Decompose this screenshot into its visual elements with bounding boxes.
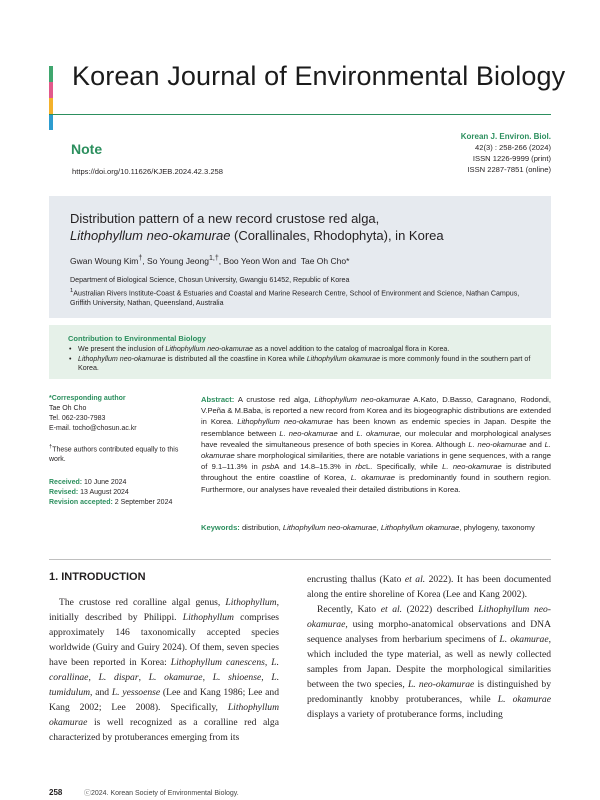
keywords: Keywords: distribution, Lithophyllum neo-okamurae, Lithophyllum okamurae, phylogeny, taxonomy — [201, 523, 535, 532]
issn-print: ISSN 1226-9999 (print) — [472, 154, 551, 163]
affiliations — [70, 275, 540, 309]
journal-color-bar-green — [49, 66, 53, 82]
body-paragraph: The crustose red coralline algal genus, Lithophyllum, initially described by Philippi. Lithophyllum comprises approximately 146 taxonomically accepted species worldwide (Guiry and Guiry 2024). Of them, seven species have been reported in Korea: Lithophyllum canescens, L. corallinae, L. dispar, L. okamurae, L. shioense, L. tumidulum, and L. yessoense (Lee and Kang 1986; Lee and Kang 2002; Lee 2008). Specifically, Lithophyllum okamurae is well recognized as a coralline red alga characterized by protuberances emerging from its — [49, 597, 280, 743]
equal-contribution-note: †These authors contributed equally to this work. — [49, 444, 179, 464]
author-info-sidebar — [49, 394, 189, 508]
article-title-line1: Distribution pattern of a new record crustose red alga, — [70, 211, 380, 226]
journal-color-bar-blue — [49, 114, 53, 130]
corresponding-tel: Tel. 062-230-7983 — [49, 415, 106, 422]
journal-title: Korean Journal of Environmental Biology — [72, 61, 566, 91]
copyright: ⓒ2024. Korean Society of Environmental Biology. — [84, 790, 239, 797]
corresponding-label: *Corresponding author — [49, 395, 126, 402]
journal-abbrev: Korean J. Environ. Biol. — [460, 132, 551, 141]
article-title — [70, 210, 540, 244]
body-paragraph: encrusting thallus (Kato et al. 2022). It has been documented along the entire shoreline of Korea (Lee and Kang 2002). — [307, 574, 552, 600]
title-rest: (Corallinales, Rhodophyta), in Korea — [230, 228, 444, 243]
affiliation-1: Department of Biological Science, Chosun University, Gwangju 61452, Republic of Korea — [70, 276, 350, 284]
article-title-line2 — [70, 227, 540, 244]
contribution-bullet-2: • Lithophyllum neo-okamurae is distributed all the coastline in Korea while Lithophyllum okamurae is more commonly found in the southern part of Korea. — [68, 355, 538, 374]
page-number: 258 — [49, 788, 63, 797]
contribution-bullet-1: • We present the inclusion of Lithophyllum neo-okamurae as a novel addition to the catalog of macroalgal flora in Korea. — [68, 345, 538, 355]
contribution-list — [68, 345, 538, 374]
corresponding-email[interactable]: E-mail. tocho@chosun.ac.kr — [49, 425, 137, 432]
journal-color-bar-pink — [49, 82, 53, 98]
author-list: Gwan Woung Kim†, So Young Jeong$^{1,\dagger}$, Boo Yeon Won and Tae Oh Cho* — [70, 254, 350, 266]
volume-pages: 42(3) : 258-266 (2024) — [475, 143, 551, 152]
received-date: Received: 10 June 2024 — [49, 479, 127, 487]
accepted-date: Revision accepted: 2 September 2024 — [49, 499, 173, 507]
revised-date: Revised: 13 August 2024 — [49, 489, 129, 497]
section-label: Note — [71, 141, 103, 157]
body-column-left — [49, 595, 279, 745]
corresponding-name: Tae Oh Cho — [49, 405, 87, 412]
section-heading: 1. INTRODUCTION — [49, 571, 146, 583]
doi-link[interactable]: https://doi.org/10.11626/KJEB.2024.42.3.258 — [72, 167, 224, 176]
citation-block — [461, 131, 551, 175]
title-species: Lithophyllum neo-okamurae — [70, 228, 231, 243]
body-column-right — [307, 572, 551, 722]
body-paragraph: Recently, Kato et al. (2022) described Lithophyllum neo-okamurae, using morpho-anatomical observations and DNA sequence analyses from herbarium specimens of L. okamurae, which included the type material, as well as newly collected samples from Japan. Despite the morphological similarities between the two species, L. neo-okamurae is distinguished by predominantly knobby protuberances, while L. okamurae displays a variety of protuberance forms, including — [307, 604, 552, 720]
abstract: Abstract: A crustose red alga, Lithophyllum neo-okamurae A.Kato, D.Basso, Caragnano, Rodondi, V.Peña & M.Baba, is reported a new record from Korea and its biogeographic distributions are extended in Korea. Lithophyllum neo-okamurae has been known as endemic species in Japan. Despite the resemblance between L. neo-okamurae and L. okamurae, our molecular and morphological analyses have revealed the simultaneous presence of both species in Korea. Although L. neo-okamurae and L. okamurae share morphological similarities, there are notable variations in gene sequences, with a range of 9.1–11.3% in psbA and 14.8–15.3% in rbcL. Specifically, while L. neo-okamurae is distributed throughout the entire coastline of Korea, L. okamurae is predominantly found in southern region. Furthermore, our analyses have revealed their detailed distributions in Korea. — [201, 395, 552, 494]
affiliation-2: $^1$Australian Rivers Institute-Coast & Estuaries and Coastal and Marine Research Centre, School of Environment and Science, Nathan Campus, Griffith University, Nathan, Queensland, Australia — [70, 287, 520, 308]
header-divider — [49, 114, 551, 115]
issn-online: ISSN 2287-7851 (online) — [467, 165, 551, 174]
contribution-heading: Contribution to Environmental Biology — [68, 334, 206, 343]
abstract-divider — [49, 559, 551, 560]
journal-color-bar-yellow — [49, 98, 53, 114]
